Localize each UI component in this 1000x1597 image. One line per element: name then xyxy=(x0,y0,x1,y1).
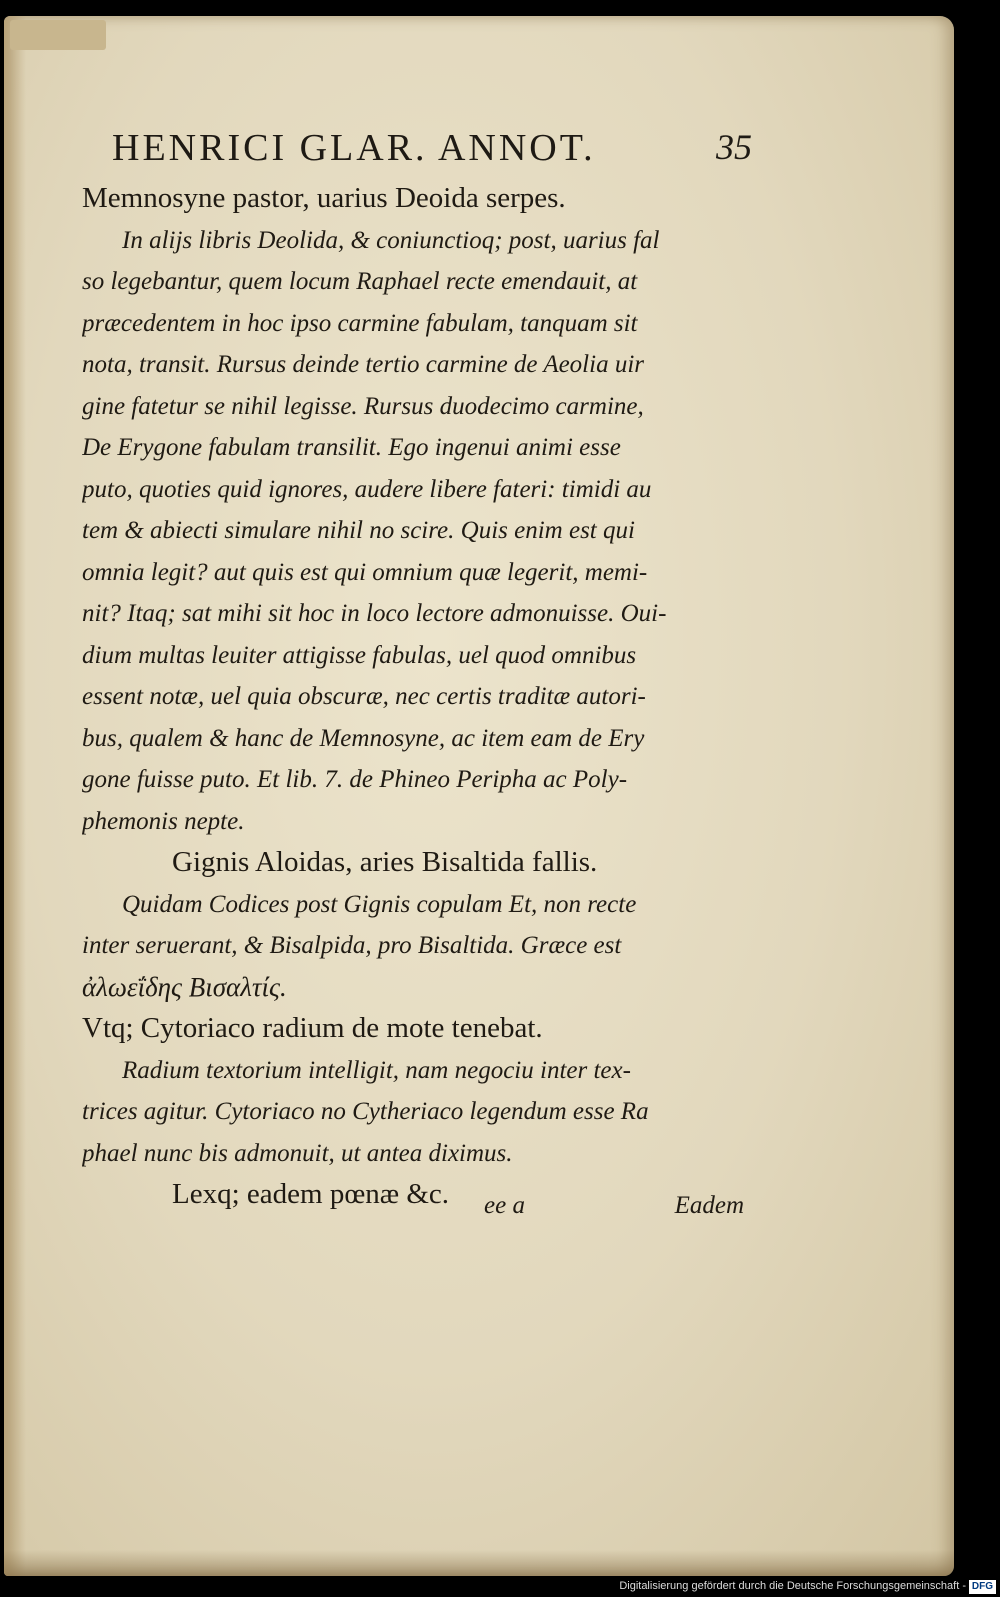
folio-number: 35 xyxy=(716,127,752,167)
commentary-line: phael nunc bis admonuit, ut antea diximus. xyxy=(82,1139,513,1167)
catchline xyxy=(484,1192,744,1232)
commentary-line: Quidam Codices post Gignis copulam Et, non recte xyxy=(122,890,637,918)
commentary-line: præcedentem in hoc ipso carmine fabulam, tanquam sit xyxy=(82,309,638,337)
lemma-line: Vtq; Cytoriaco radium de mote tenebat. xyxy=(82,1012,543,1044)
page-spine-edge xyxy=(4,16,26,1576)
commentary-line: trices agitur. Cytoriaco no Cytheriaco legendum esse Ra xyxy=(82,1098,649,1125)
page-bottom-shadow xyxy=(4,1550,954,1576)
commentary-line: gine fatetur se nihil legisse. Rursus duodecimo carmine, xyxy=(82,392,644,420)
commentary-line: nit? Itaq; sat mihi sit hoc in loco lectore admonuisse. Oui- xyxy=(82,600,667,627)
commentary-line: In alijs libris Deolida, & coniunctioq; post, uarius fal xyxy=(122,226,660,254)
catchword: Eadem xyxy=(674,1192,744,1219)
commentary-line: puto, quoties quid ignores, audere libere fateri: timidi au xyxy=(82,475,652,503)
credit-text: Digitalisierung gefördert durch die Deutsche Forschungsgemeinschaft - xyxy=(619,1580,966,1592)
commentary-line: phemonis nepte. xyxy=(82,807,245,835)
page-corner-tab xyxy=(10,20,106,50)
commentary-line: De Erygone fabulam transilit. Ego ingenui animi esse xyxy=(82,434,621,461)
running-title: HENRICI GLAR. ANNOT. xyxy=(112,127,596,169)
commentary-line: bus, qualem & hanc de Memnosyne, ac item eam de Ery xyxy=(82,724,645,752)
book-page xyxy=(4,16,954,1576)
credit-bar xyxy=(0,1578,1000,1597)
commentary-line: so legebantur, quem locum Raphael recte emendauit, at xyxy=(82,268,638,295)
dfg-logo: DFG xyxy=(969,1580,996,1594)
commentary-line: dium multas leuiter attigisse fabulas, uel quod omnibus xyxy=(82,641,637,669)
commentary-line: inter seruerant, & Bisalpida, pro Bisaltida. Græce est xyxy=(82,932,622,959)
greek-line: ἀλωεΐδης Βισαλτίς. xyxy=(82,971,287,1002)
commentary-line: essent notæ, uel quia obscuræ, nec certis traditæ autori- xyxy=(82,683,646,710)
commentary-line: Radium textorium intelligit, nam negociu inter tex- xyxy=(122,1056,631,1084)
lemma-line: Gignis Aloidas, aries Bisaltida fallis. xyxy=(172,846,598,878)
commentary-line: omnia legit? aut quis est qui omnium quæ legerit, memi- xyxy=(82,558,648,586)
commentary-line: gone fuisse puto. Et lib. 7. de Phineo Peripha ac Poly- xyxy=(82,766,628,793)
signature-mark: ee a xyxy=(484,1192,525,1219)
lemma-line: Lexq; eadem pœnæ &c. xyxy=(172,1178,450,1210)
commentary-line: tem & abiecti simulare nihil no scire. Quis enim est qui xyxy=(82,517,635,544)
page-header xyxy=(112,126,752,182)
lemma-line: Memnosyne pastor, uarius Deoida serpes. xyxy=(82,182,566,214)
commentary-line: nota, transit. Rursus deinde tertio carmine de Aeolia uir xyxy=(82,351,644,378)
text-block xyxy=(82,178,742,1216)
